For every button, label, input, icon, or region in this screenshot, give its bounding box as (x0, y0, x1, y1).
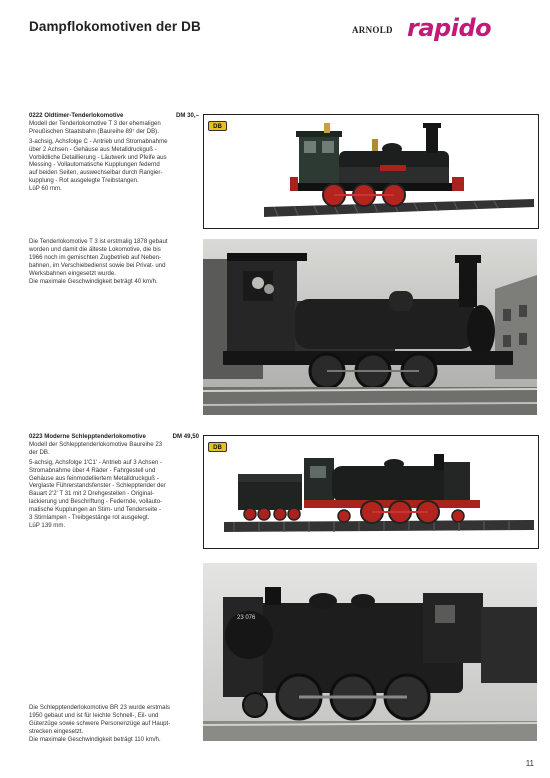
text-line: auf beiden Seiten, auswechselbar durch Rangier- (29, 169, 163, 177)
photo-1-caption (29, 238, 199, 285)
item-0223-description (29, 433, 199, 530)
item-0223-price: DM 49,50 (172, 433, 199, 440)
page-number: 11 (525, 759, 534, 768)
photo-2-tender-locomotive (203, 563, 537, 741)
item-0222-body (29, 120, 199, 193)
text-line: strecken eingesetzt. (29, 727, 84, 735)
text-line: bahnen, im Verschiebedienst sowie bei Privat- und (29, 261, 166, 269)
text-line: Die Schlepptenderlokomotive BR 23 wurde erstmals (29, 704, 170, 711)
steam-locomotive-photo (203, 239, 537, 415)
photo-2-caption (29, 704, 203, 744)
db-badge: DB (208, 442, 227, 452)
item-0222-price: DM 30,– (175, 112, 199, 119)
text-line: Bauart 2'2' T 31 mit 2 Drehgestellen - Original- (29, 490, 155, 498)
item-0223-heading (29, 433, 199, 441)
text-line: Preußischen Staatsbahn (Baureihe 89⁷ der DB). (29, 127, 159, 135)
text-line: Verglaste Führerstandsfenster - Schlepptender der (29, 482, 166, 490)
item-0223-body (29, 441, 199, 530)
brand-rapido-logo: rapido (407, 14, 492, 42)
tender-locomotive-model-illustration (204, 436, 538, 548)
text-line: Werksbahnen eingesetzt wurde. (29, 269, 116, 277)
photo-1-tank-locomotive (203, 239, 537, 415)
text-line: der DB. (29, 448, 50, 456)
item-0222-description (29, 112, 199, 193)
item-0222-heading (29, 112, 199, 120)
db-badge: DB (208, 121, 227, 131)
text-line: Modell der Tenderlokomotive T 3 der ehemaligen (29, 119, 161, 127)
locomotive-number-plate: 23 076 (237, 615, 256, 621)
text-line: 5-achsig, Achsfolge 1'C1' - Antrieb auf 3 Achsen - (29, 458, 163, 466)
text-line: Die Tenderlokomotive T 3 ist erstmalig 1878 gebaut (29, 238, 168, 245)
text-line: 1950 gebaut und ist für leichte Schnell-, Eil- und (29, 711, 159, 719)
tank-locomotive-model-illustration (204, 115, 538, 228)
item-0222-name: 0222 Oldtimer-Tenderlokomotive (29, 112, 124, 119)
text-line: 1966 noch im gemischten Zugbetrieb auf Neben- (29, 253, 162, 261)
model-0222-image (203, 114, 539, 229)
text-line: matische Kupplungen an Stirn- und Tenderseite - (29, 506, 161, 514)
text-line: Messing - Vollautomatische Kupplungen federnd (29, 161, 160, 169)
model-0223-image (203, 435, 539, 549)
text-line: Gehäuse aus feinmodelliertem Metalldruckguß - (29, 474, 159, 482)
text-line: 3 Stirnlampen - Treibgestänge rot ausgelegt. (29, 514, 150, 522)
steam-locomotive-br23-photo (203, 563, 537, 741)
brand-arnold-logo: ARNOLD (352, 25, 393, 35)
item-0223-name: 0223 Moderne Schlepptenderlokomotive (29, 433, 146, 440)
text-line: Stromabnahme über 4 Räder - Fahrgestell und (29, 466, 156, 474)
text-line: Vorbildliche Detaillierung - Läutwerk und Pfeife aus (29, 153, 167, 161)
text-line: LüP 139 mm. (29, 521, 66, 529)
text-line: worden und damit die älteste Lokomotive, die bis (29, 245, 161, 253)
text-line: 3-achsig, Achsfolge C - Antrieb und Stromabnahme (29, 137, 168, 145)
text-line: über 2 Achsen - Gehäuse aus Metalldruckguß - (29, 145, 157, 153)
text-line: Modell der Schlepptenderlokomotive Baureihe 23 (29, 440, 163, 448)
page-title: Dampflokomotiven der DB (29, 19, 201, 34)
text-line: kupplung - Rot ausgelegte Treibstangen. (29, 177, 139, 185)
text-line: Die maximale Geschwindigkeit beträgt 40 km/h. (29, 277, 158, 285)
text-line: LüP 60 mm. (29, 185, 62, 193)
text-line: lackierung und Beschriftung - Federnde, vollauto- (29, 498, 163, 506)
text-line: Die maximale Geschwindigkeit beträgt 110 km/h. (29, 735, 161, 743)
text-line: Güterzüge sowie schwere Personenzüge auf Haupt- (29, 719, 171, 727)
